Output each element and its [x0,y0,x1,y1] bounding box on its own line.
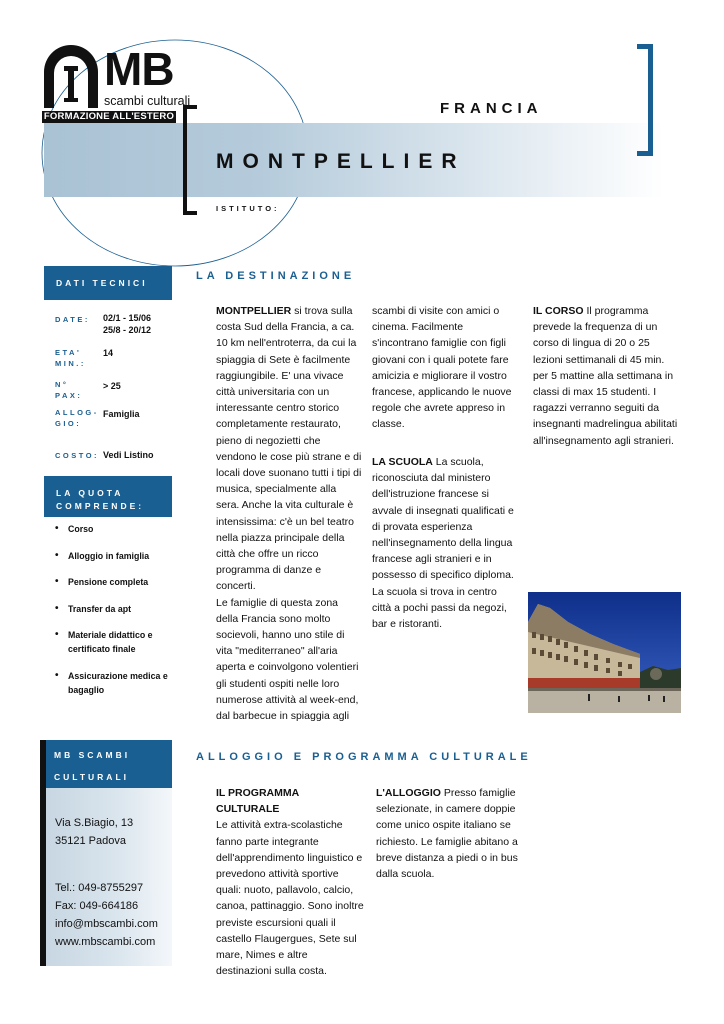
logo-letters: MB [104,43,174,95]
famiglie-text: Le famiglie di questa zona della Francia sono molto socievoli, hanno uno stile di vita "mediterraneo" all'aria aperta e coinvolgono volentieri gli studenti ospiti nelle loro numerose attività al week-end, dal barbecue in spiaggia agli [216,596,359,723]
eta-value: 14 [103,348,114,358]
programma-block [216,785,364,979]
contact-header [44,740,172,788]
istituto-label: ISTITUTO: [216,204,280,213]
destinazione-title: LA DESTINAZIONE [196,270,356,282]
alloggio-label: ALLOG-GIO: [55,408,99,428]
contact-tel: Tel.: 049-8755297 [55,882,144,894]
alloggio-lead: L'ALLOGGIO [376,787,441,799]
corso-block [533,303,681,449]
contact-title-2: CULTURALI [54,772,129,782]
alloggio-block [376,785,522,882]
quota-title-2: COMPRENDE: [56,501,145,511]
costo-label: COSTO: [55,451,100,460]
right-bracket [637,44,653,156]
logo-subtitle: scambi culturali [104,94,191,108]
montpellier-photo [528,592,681,713]
list-item: • Alloggio in famiglia [55,549,180,563]
arch-logo-icon [42,42,100,108]
montpellier-lead: MONTPELLIER [216,305,292,317]
programma-text: Le attività extra-scolastiche fanno parte integrante dell'apprendimento linguistico e prevedono attività sportive quali: nuoto, pallavolo, calcio, canoa, pattinaggio. Sono inoltre previste escursioni quali il castello Flaugergues, Sete sul mare, Nimes e altre destinazioni sulla costa. [216,819,364,978]
list-item: • Pensione completa [55,575,180,589]
city-title: MONTPELLIER [216,150,466,173]
scuola-lead: LA SCUOLA [372,456,433,468]
col2-text: scambi di visite con amici o cinema. Facilmente s'incontrano famiglie con figli giovani con i quali potete fare amicizia e migliorare il vostro francese, applicando le nuove regole che avrete appreso in classe. [372,305,512,431]
montpellier-text: si trova sulla costa Sud della Francia, a ca. 10 km nell'entroterra, da cui la spiaggia di Sete è facilmente raggiungibile. E' una vivace città universitaria con un interessante centro storico completamente restaurato, pieno di negozietti che vendono le cose più strane e di locali dove suonano tutti i tipi di musica, specialmente alla sera. Anche la vita culturale è intensissima: c'è un bel teatro nella piazza principale della città che offre un ricco programma di danze e concerti. [216,305,362,593]
contact-title-1: MB SCAMBI [54,750,131,760]
contact-street: Via S.Biagio, 13 [55,817,134,829]
alloggio-title: ALLOGGIO E PROGRAMMA CULTURALE [196,751,532,763]
corso-lead: IL CORSO [533,305,584,317]
contact-web[interactable]: www.mbscambi.com [55,936,156,948]
list-item: • Corso [55,522,180,536]
corso-text: Il programma prevede la frequenza di un corso di lingua di 20 o 25 lezioni settimanali di 45 min. per 5 mattine alla settimana in classi di max 15 studenti. I ragazzi verranno seguiti da insegnanti madrelingua abilitati all'insegnamento agli stranieri. [533,305,678,447]
alloggio-value: Famiglia [103,409,140,419]
quota-title-1: LA QUOTA [56,488,124,498]
dati-tecnici-header: DATI TECNICI [44,266,172,300]
quota-header [44,476,172,517]
eta-label: ETA' MIN.: [55,348,86,368]
alloggio-text: Presso famiglie selezionate, in camere doppie come unico ospite italiano se richiesto. Le famiglie abitano a breve distanza a piedi o in bus dalla scuola. [376,787,518,881]
scuola-block [372,454,518,632]
pax-value: > 25 [103,381,121,391]
country-title: FRANCIA [440,100,543,117]
contact-city: 35121 Padova [55,835,126,847]
programma-lead: IL PROGRAMMA CULTURALE [216,787,299,816]
list-item: • Materiale didattico e certificato finale [55,628,180,656]
contact-fax: Fax: 049-664186 [55,900,139,912]
pax-label: N° PAX: [55,380,83,400]
destinazione-col-2 [372,303,518,433]
contact-side-bar [40,740,46,966]
list-item: • Transfer da apt [55,602,180,616]
scuola-text: La scuola, riconosciuta dal ministero dell'istruzione francese si avvale di insegnati qualificati e di provata esperienza nell'insegnamento della lingua francese agli stranieri e in possesso di specifico diploma. La scuola si trova in centro città a pochi passi da negozi, bar e ristoranti. [372,456,514,631]
list-item: • Assicurazione medica e bagaglio [55,669,180,697]
date-value: 02/1 - 15/06 25/8 - 20/12 [103,313,152,335]
contact-email[interactable]: info@mbscambi.com [55,918,158,930]
date-label: DATE: [55,315,90,324]
quota-list [55,522,180,709]
left-bracket [183,105,197,215]
destinazione-col-1 [216,303,362,724]
costo-value: Vedi Listino [103,450,154,460]
logo-bar: FORMAZIONE ALL'ESTERO [43,111,175,122]
